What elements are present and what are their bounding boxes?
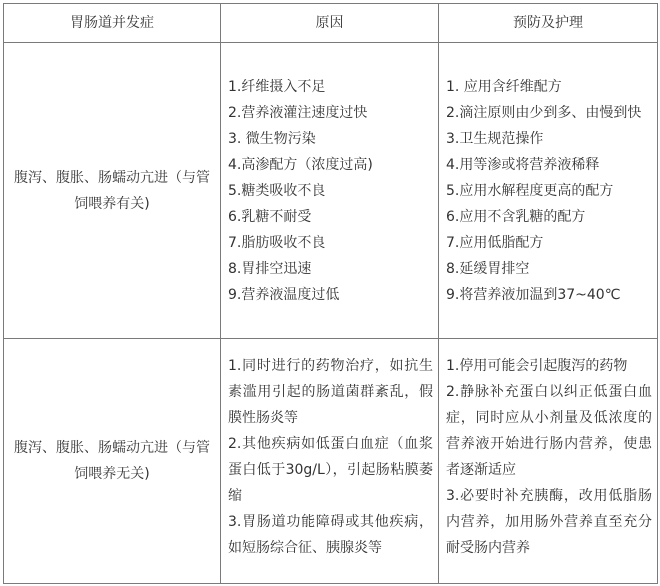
list-item: 8.延缓胃排空 (446, 260, 530, 277)
list-item: 9.将营养液加温到37~40℃ (446, 286, 621, 303)
care-cell (439, 43, 658, 339)
header-row (4, 4, 658, 43)
header-complication: 胃肠道并发症 (4, 4, 221, 43)
complication-cell: 腹泻、腹胀、肠蠕动亢进（与管饲喂养有关) (4, 43, 221, 339)
list-item: 6.应用不含乳糖的配方 (446, 208, 586, 225)
table-row (4, 339, 658, 584)
care-cell (439, 339, 658, 584)
list-item: 7.脂肪吸收不良 (228, 234, 326, 251)
table-row (4, 43, 658, 339)
list-item: 7.应用低脂配方 (446, 234, 544, 251)
list-item: 2.其他疾病如低蛋白血症（血浆蛋白低于30g/L），引起肠粘膜萎缩 (228, 436, 433, 504)
list-item: 4.高渗配方（浓度过高) (228, 156, 373, 173)
list-item: 2.静脉补充蛋白以纠正低蛋白血症，同时应从小剂量及低浓度的营养液开始进行肠内营养，使患者逐渐适应 (446, 384, 652, 478)
list-item: 1.同时进行的药物治疗，如抗生素滥用引起的肠道菌群紊乱，假膜性肠炎等 (228, 358, 433, 426)
header-care: 预防及护理 (439, 4, 658, 43)
list-item: 9.营养液温度过低 (228, 286, 340, 303)
causes-cell (221, 339, 439, 584)
list-item: 1.停用可能会引起腹泻的药物 (446, 358, 628, 374)
list-item: 1. 应用含纤维配方 (446, 78, 562, 95)
header-cause: 原因 (221, 4, 439, 43)
list-item: 4.用等渗或将营养液稀释 (446, 156, 600, 173)
list-item: 2.滴注原则由少到多、由慢到快 (446, 104, 642, 121)
list-item: 5.应用水解程度更高的配方 (446, 182, 614, 199)
list-item: 1.纤维摄入不足 (228, 78, 326, 95)
list-item: 3.胃肠道功能障碍或其他疾病，如短肠综合征、胰腺炎等 (228, 514, 433, 556)
causes-cell (221, 43, 439, 339)
complication-cell: 腹泻、腹胀、肠蠕动亢进（与管饲喂养无关) (4, 339, 221, 584)
list-item: 3.卫生规范操作 (446, 130, 544, 147)
list-item: 6.乳糖不耐受 (228, 208, 312, 225)
list-item: 3. 微生物污染 (228, 130, 316, 147)
list-item: 3.必要时补充胰酶，改用低脂肠内营养，加用肠外营养直至充分耐受肠内营养 (446, 488, 652, 556)
list-item: 8.胃排空迅速 (228, 260, 312, 277)
complications-table (3, 3, 658, 584)
list-item: 5.糖类吸收不良 (228, 182, 326, 199)
list-item: 2.营养液灌注速度过快 (228, 104, 368, 121)
